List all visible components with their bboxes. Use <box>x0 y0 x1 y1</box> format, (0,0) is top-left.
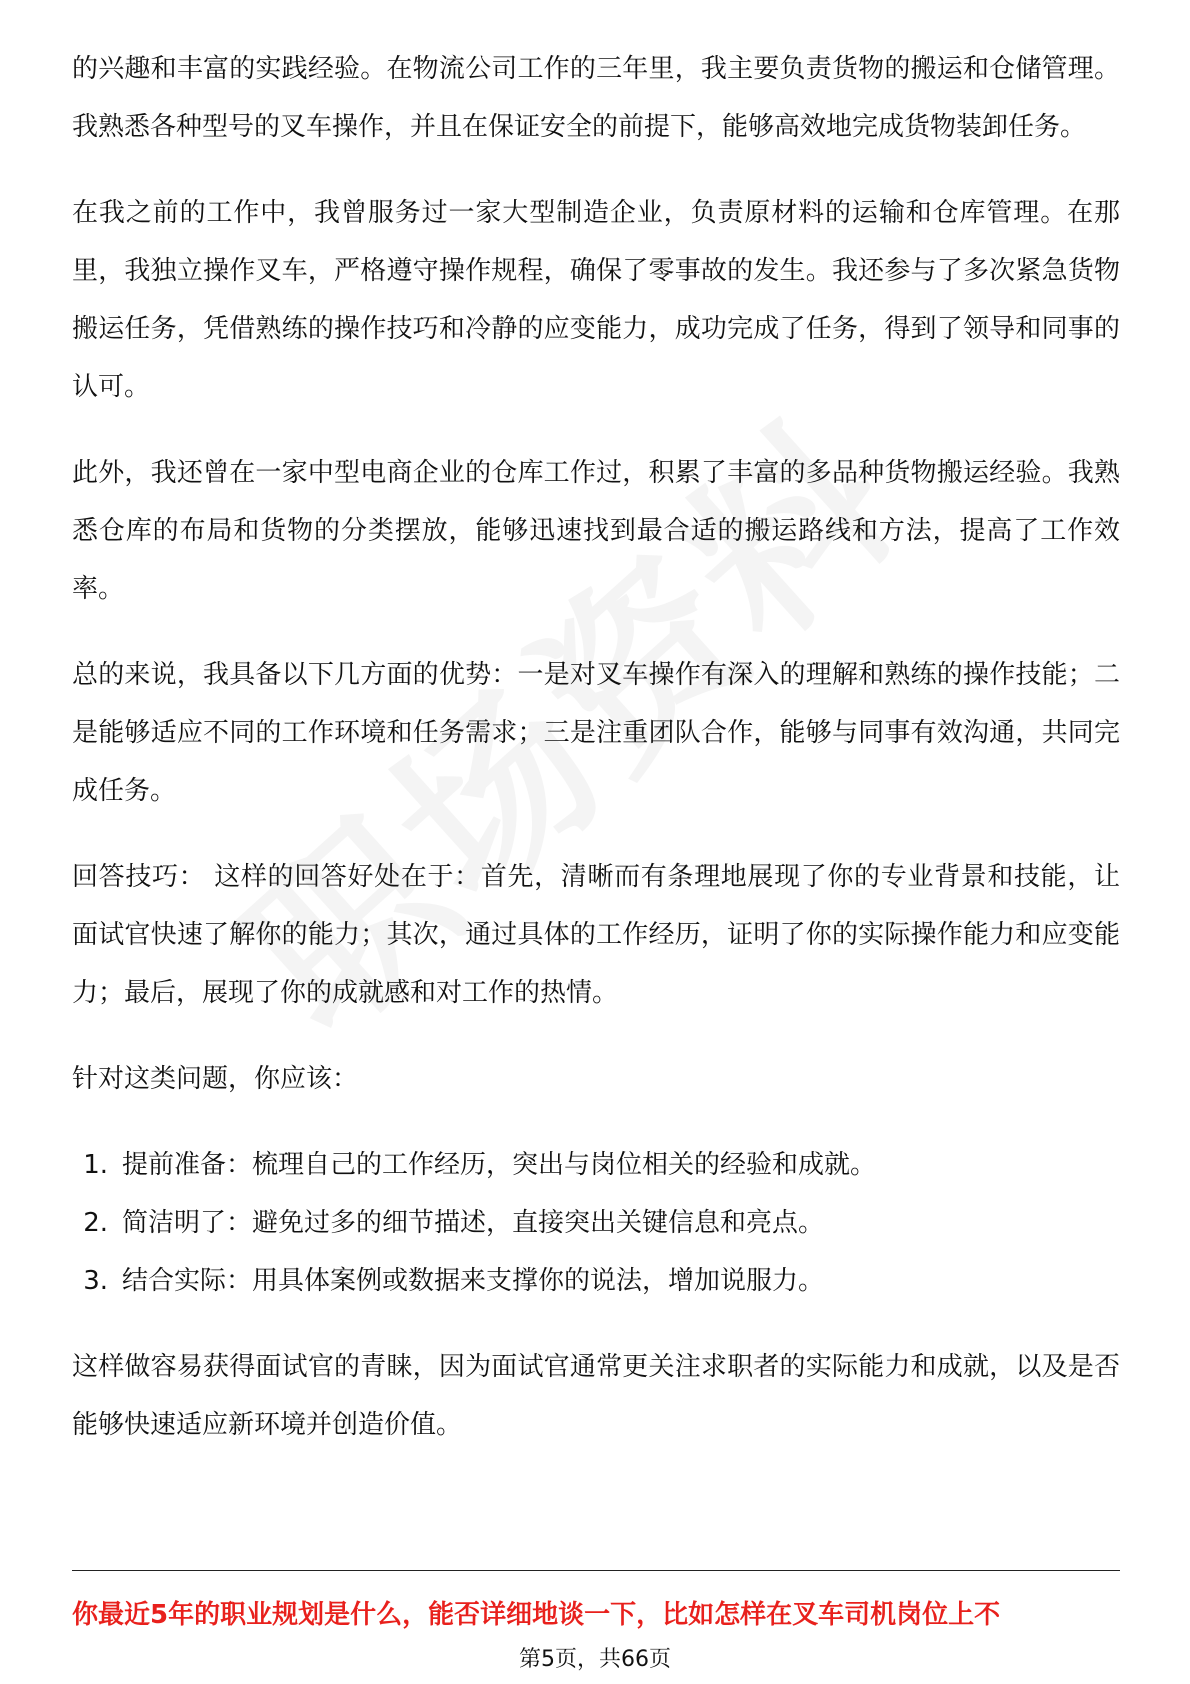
list-text: 简洁明了：避免过多的细节描述，直接突出关键信息和亮点。 <box>122 1208 825 1238</box>
document-body <box>72 40 1120 1482</box>
next-question-heading: 你最近5年的职业规划是什么，能否详细地谈一下，比如怎样在叉车司机岗位上不 <box>72 1600 1001 1630</box>
list-number: 3. <box>83 1266 108 1296</box>
paragraph-closing: 这样做容易获得面试官的青睐，因为面试官通常更关注求职者的实际能力和成就，以及是否能够快速适应新环境并创造价值。 <box>72 1352 1120 1440</box>
paragraph-ecommerce: 此外，我还曾在一家中型电商企业的仓库工作过，积累了丰富的多品种货物搬运经验。我熟悉仓库的布局和货物的分类摆放，能够迅速找到最合适的搬运路线和方法，提高了工作效率。 <box>72 458 1120 604</box>
paragraph-answer-tips: 回答技巧： 这样的回答好处在于：首先，清晰而有条理地展现了你的专业背景和技能，让面试官快速了解你的能力；其次，通过具体的工作经历，证明了你的实际操作能力和应变能力；最后，展现了你的成就感和对工作的热情。 <box>72 862 1120 1008</box>
list-item <box>72 1252 1120 1310</box>
paragraph-intro: 的兴趣和丰富的实践经验。在物流公司工作的三年里，我主要负责货物的搬运和仓储管理。我熟悉各种型号的叉车操作，并且在保证安全的前提下，能够高效地完成货物装卸任务。 <box>72 54 1120 142</box>
list-text: 提前准备：梳理自己的工作经历，突出与岗位相关的经验和成就。 <box>122 1150 877 1180</box>
list-item <box>72 1136 1120 1194</box>
list-item <box>72 1194 1120 1252</box>
list-number: 2. <box>83 1208 108 1238</box>
tips-list <box>72 1136 1120 1310</box>
list-number: 1. <box>83 1150 108 1180</box>
paragraph-manufacturing: 在我之前的工作中，我曾服务过一家大型制造企业，负责原材料的运输和仓库管理。在那里，我独立操作叉车，严格遵守操作规程，确保了零事故的发生。我还参与了多次紧急货物搬运任务，凭借熟练的操作技巧和冷静的应变能力，成功完成了任务，得到了领导和同事的认可。 <box>72 198 1120 402</box>
page-number: 第5页，共66页 <box>519 1647 671 1672</box>
paragraph-advice-intro: 针对这类问题，你应该： <box>72 1064 359 1094</box>
list-text: 结合实际：用具体案例或数据来支撑你的说法，增加说服力。 <box>122 1266 825 1296</box>
paragraph-summary: 总的来说，我具备以下几方面的优势：一是对叉车操作有深入的理解和熟练的操作技能；二是能够适应不同的工作环境和任务需求；三是注重团队合作，能够与同事有效沟通，共同完成任务。 <box>72 660 1120 806</box>
section-divider <box>72 1570 1120 1571</box>
